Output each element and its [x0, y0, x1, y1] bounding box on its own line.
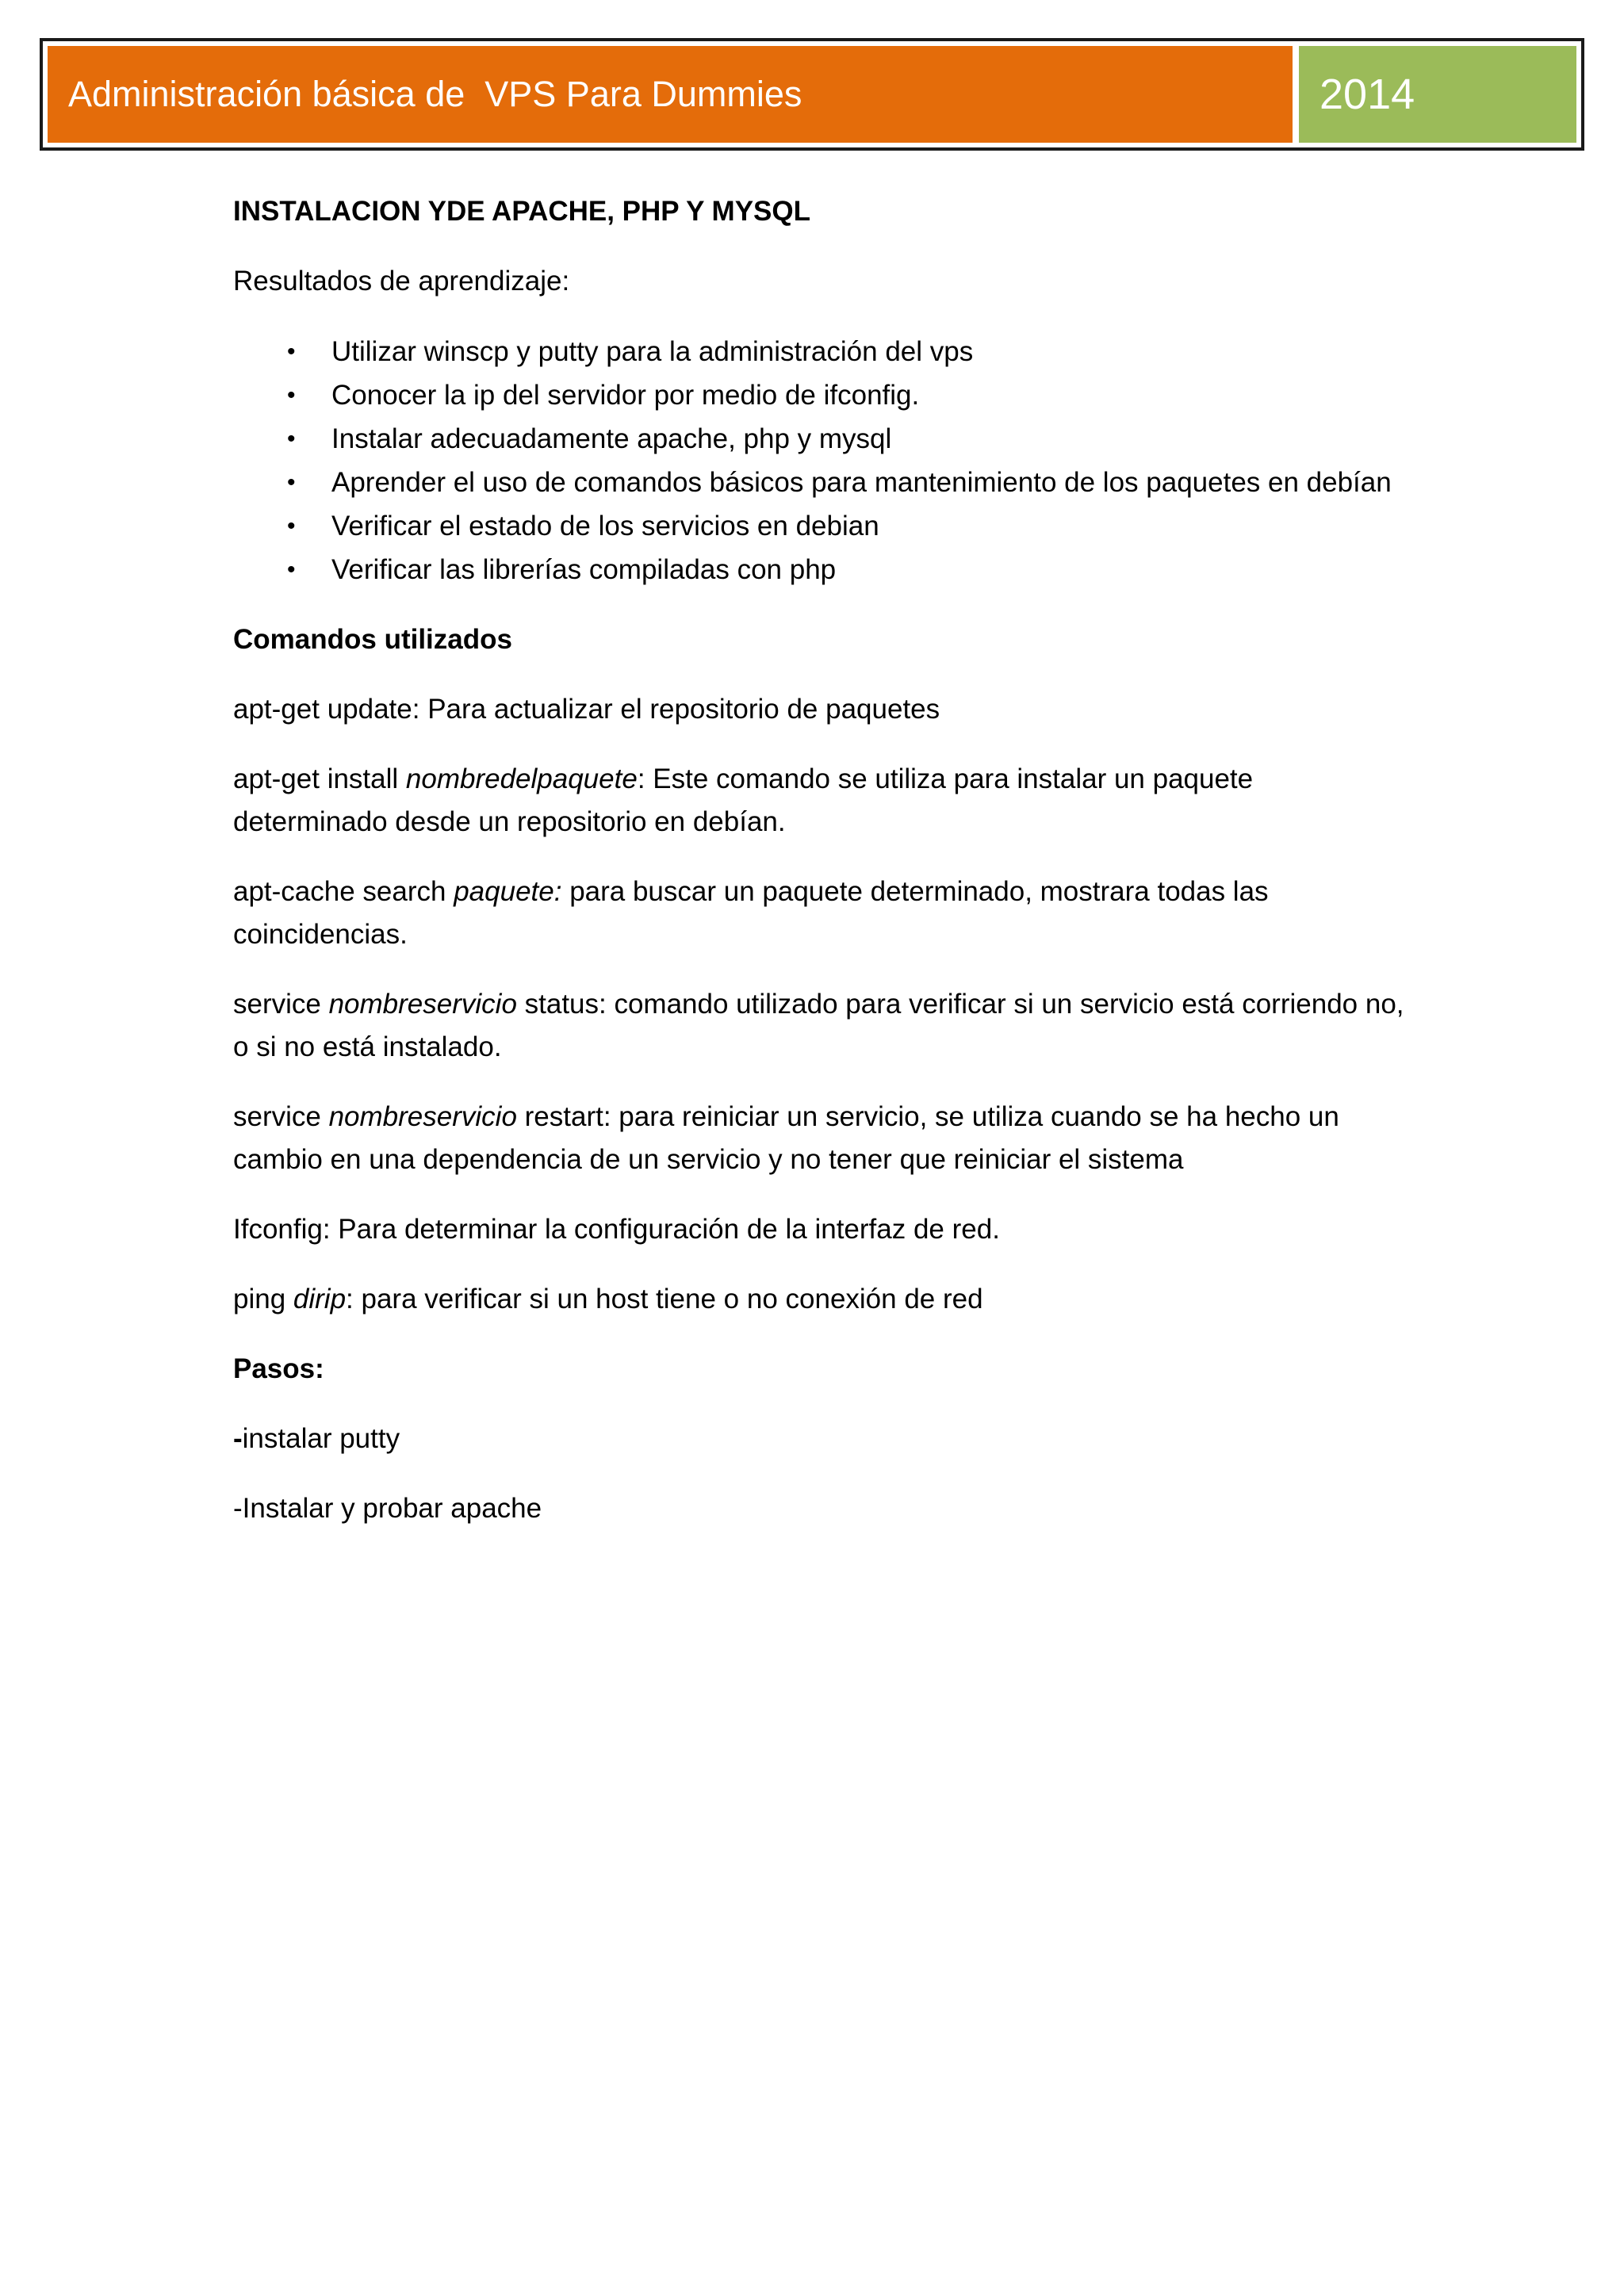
bullet-icon: • — [287, 557, 296, 583]
list-item — [233, 504, 1407, 548]
header-title-bar — [48, 46, 1293, 143]
list-item-text: Instalar adecuadamente apache, php y mysql — [331, 423, 892, 454]
command-argument: nombredelpaquete — [405, 763, 638, 794]
list-item-text: Conocer la ip del servidor por medio de ifconfig. — [331, 380, 920, 411]
command-description: : Este comando se utiliza para instalar un paquete determinado desde un repositorio en debían. — [233, 763, 1254, 837]
command-description: restart: para reiniciar un servicio, se utiliza cuando se ha hecho un cambio en una dependencia de un servicio y no tener que reiniciar el sistema — [233, 1101, 1339, 1175]
document-title: Administración básica de VPS Para Dummies — [68, 74, 802, 114]
command-description: status: comando utilizado para verificar si un servicio está corriendo no, o si no está instalado. — [233, 989, 1404, 1062]
list-item-text: Aprender el uso de comandos básicos para mantenimiento de los paquetes en debían — [331, 467, 1392, 498]
list-item — [233, 373, 1407, 417]
command-paragraph — [233, 1096, 1407, 1181]
bullet-icon: • — [287, 513, 296, 539]
step-item — [233, 1418, 1407, 1460]
list-item — [233, 461, 1407, 504]
command-paragraph — [233, 871, 1407, 956]
command-paragraph — [233, 688, 1407, 731]
command-paragraph — [233, 983, 1407, 1069]
bullet-icon: • — [287, 426, 296, 452]
learning-outcomes-label: Resultados de aprendizaje: — [233, 266, 570, 297]
command-text: ping — [233, 1284, 293, 1314]
steps-heading: Pasos: — [233, 1353, 324, 1384]
command-description: : para verificar si un host tiene o no conexión de red — [346, 1284, 983, 1314]
commands-heading: Comandos utilizados — [233, 624, 512, 655]
command-text: apt-cache search — [233, 876, 454, 907]
step-item — [233, 1487, 1407, 1530]
step-text: instalar putty — [242, 1423, 400, 1454]
command-argument: nombreservicio — [328, 989, 517, 1020]
list-item-text: Verificar el estado de los servicios en debian — [331, 511, 879, 541]
list-item — [233, 330, 1407, 373]
step-text: -Instalar y probar apache — [233, 1493, 542, 1524]
command-argument: paquete: — [454, 876, 562, 907]
bullet-icon: • — [287, 382, 296, 408]
document-body — [233, 190, 1407, 1557]
command-paragraph — [233, 758, 1407, 844]
command-description: para buscar un paquete determinado, mostrara todas las coincidencias. — [233, 876, 1269, 950]
list-item-text: Utilizar winscp y putty para la administración del vps — [331, 336, 974, 367]
step-dash: - — [233, 1423, 243, 1454]
command-paragraph — [233, 1278, 1407, 1321]
list-item-text: Verificar las librerías compiladas con php — [331, 554, 837, 585]
main-heading: INSTALACION YDE APACHE, PHP Y MYSQL — [233, 196, 810, 227]
command-argument: dirip — [293, 1284, 347, 1314]
list-item — [233, 548, 1407, 591]
document-year: 2014 — [1320, 71, 1415, 118]
header-year-box — [1299, 46, 1576, 143]
command-text: apt-get update: Para actualizar el repositorio de paquetes — [233, 694, 940, 725]
command-text: service — [233, 989, 329, 1020]
list-item — [233, 417, 1407, 461]
bullet-icon: • — [287, 469, 296, 496]
command-argument: nombreservicio — [328, 1101, 517, 1132]
command-text: Ifconfig: Para determinar la configuración de la interfaz de red. — [233, 1214, 1000, 1245]
command-text: apt-get install — [233, 763, 406, 794]
bullet-icon: • — [287, 339, 296, 365]
command-paragraph — [233, 1208, 1407, 1251]
learning-outcomes-list — [233, 330, 1407, 591]
command-text: service — [233, 1101, 329, 1132]
